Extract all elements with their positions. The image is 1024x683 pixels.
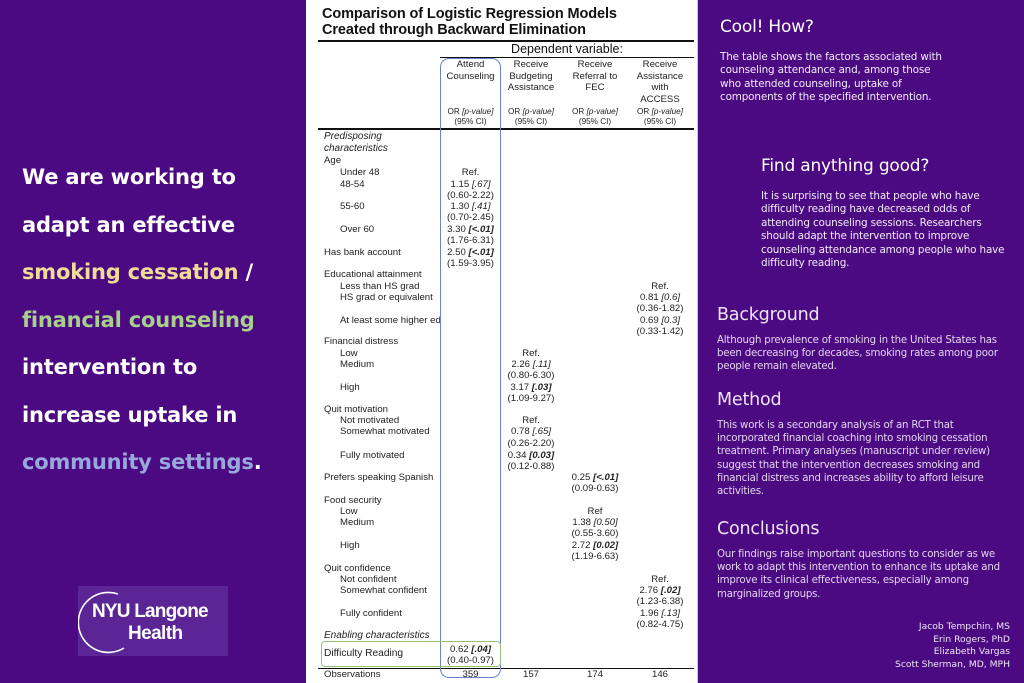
tagline-line: intervention to [22, 355, 198, 379]
tagline-line: increase uptake in [22, 402, 238, 427]
row-label: High [340, 540, 360, 551]
cell-access: (0.33-1.42) [636, 326, 684, 337]
cell-attend: (1.59-3.95) [447, 258, 494, 269]
row-label: Educational attainment [324, 269, 422, 280]
cell-access: 1.96 [.13] [639, 608, 680, 619]
cell-attend-obs: 359 [462, 669, 479, 680]
cell-access: 2.76 [.02] [639, 585, 681, 596]
col-header-access: Receive Assistance with ACCESS [636, 59, 684, 105]
tagline-line: We are working to [22, 165, 236, 189]
background-heading: Background [717, 305, 820, 325]
row-label: Under 48 [340, 167, 380, 178]
col-header-attend: Attend Counseling [446, 59, 495, 82]
cell-budget: 0.78 [.65] [510, 426, 551, 437]
cell-budget: 3.17 [.03] [510, 382, 552, 393]
row-label: 55-60 [340, 201, 365, 212]
cell-attend: (0.60-2.22) [447, 190, 494, 201]
row-label: 48-54 [340, 179, 365, 190]
cell-attend: (0.70-2.45) [447, 212, 494, 223]
cell-fec: (0.09-0.63) [571, 483, 619, 494]
cell-budget: Ref. [522, 415, 540, 426]
author: Jacob Tempchin, MS [918, 621, 1010, 632]
good-body: It is surprising to see that people who have difficulty reading have decreased odds of attending counseling sessions. Researchers should adapt the intervention to improve counseling attendance among people who have difficulty reading. [761, 190, 1005, 270]
how-heading: Cool! How? [720, 17, 814, 37]
row-label: High [340, 382, 360, 393]
cell-budget: 2.26 [.11] [511, 359, 551, 370]
tagline-line [22, 297, 302, 345]
cell-attend-reading: 0.62 [.04] [449, 644, 492, 655]
row-label: Fully confident [340, 608, 402, 619]
background-body: Although prevalence of smoking in the United States has been decreasing for decades, smoking rates among poor people remain elevated. [717, 335, 998, 373]
cell-budget-obs: 157 [522, 669, 539, 680]
regression-table-panel [306, 0, 698, 683]
section-predisposing: characteristics [324, 143, 388, 154]
cell-attend: 3.30 [<.01] [447, 224, 494, 235]
cell-budget: Ref. [522, 348, 540, 359]
header-rule [318, 128, 694, 130]
cell-fec: 1.38 [0.50] [572, 517, 618, 528]
section-predisposing: Predisposing [324, 131, 382, 142]
cell-access: (0.36-1.82) [636, 303, 684, 314]
col-header-budget: Receive Budgeting Assistance [507, 59, 555, 93]
col-header-fec: Receive Referral to FEC [572, 59, 618, 93]
table-title-line: Created through Backward Elimination [322, 22, 586, 38]
cell-attend: Ref. [461, 167, 480, 178]
cell-access: (1.23-6.38) [636, 596, 684, 607]
difficulty-reading-highlight-box [321, 641, 501, 667]
row-label: HS grad or equivalent [340, 292, 433, 303]
method-heading: Method [717, 390, 782, 410]
right-panel [698, 0, 1024, 683]
cell-budget: 0.34 [0.03] [507, 450, 555, 461]
row-label: Low [340, 348, 358, 359]
cell-budget: (1.09-9.27) [507, 393, 555, 404]
cell-access: 0.81 [0.6] [639, 292, 680, 303]
row-label: Food security [324, 495, 382, 506]
tagline [22, 154, 302, 487]
row-label: Age [324, 155, 342, 166]
left-panel [0, 0, 306, 683]
row-label-difficulty-reading: Difficulty Reading [324, 648, 404, 659]
row-label: Quit motivation [324, 404, 388, 415]
logo-line-1: NYU Langone [92, 601, 208, 622]
author-list [895, 621, 1010, 671]
author: Erin Rogers, PhD [933, 633, 1010, 645]
cell-fec: 2.72 [0.02] [571, 540, 619, 551]
conclusions-heading: Conclusions [717, 519, 820, 539]
row-label: Not motivated [340, 415, 400, 426]
highlight-smoking-cessation: smoking cessation [22, 260, 239, 284]
cell-access: Ref. [651, 574, 669, 585]
cell-fec-obs: 174 [586, 669, 603, 680]
author: Scott Sherman, MD, MPH [894, 658, 1010, 670]
cell-access: (0.82-4.75) [636, 619, 684, 630]
row-label: Prefers speaking Spanish [324, 472, 434, 483]
attend-counseling-highlight-box [440, 58, 501, 678]
col-sub-access: OR [p-value] (95% CI) [637, 107, 683, 126]
logo-line-2: Health [128, 623, 183, 644]
good-heading: Find anything good? [761, 156, 930, 176]
tagline-line: adapt an effective [22, 212, 235, 237]
row-label: Somewhat motivated [340, 426, 430, 437]
row-label: Less than HS grad [340, 281, 420, 292]
row-label: Quit confidence [324, 563, 391, 574]
row-label: Financial distress [324, 336, 399, 347]
row-label: Low [340, 506, 358, 517]
method-body: This work is a secondary analysis of an RCT that incorporated financial coaching into smoking cessation treatment. Primary analyses (manuscript under review) suggest that the intervention decreases smoking and financial distress and increases ability to afford leisure activities. [717, 420, 990, 498]
col-sub-fec: OR [p-value] (95% CI) [572, 107, 618, 126]
author: Elizabeth Vargas [933, 646, 1010, 657]
row-label: Not confident [340, 574, 397, 585]
cell-access: Ref. [651, 281, 669, 292]
tagline-period: . [253, 450, 262, 474]
row-label: At least some higher ed [340, 315, 441, 326]
row-label: Medium [340, 359, 375, 370]
row-label: Medium [340, 517, 375, 528]
table-title [322, 6, 692, 38]
row-label: Over 60 [340, 224, 375, 235]
cell-budget: (0.26-2.20) [507, 438, 555, 449]
cell-access-obs: 146 [651, 669, 668, 680]
highlight-community-settings: community settings [22, 450, 254, 474]
dependent-variable-label: Dependent variable: [511, 42, 623, 56]
highlight-financial-counseling: financial counseling [22, 307, 255, 332]
tagline-line [22, 439, 302, 487]
how-body: The table shows the factors associated with counseling attendance and, among those who attended counseling, uptake of components of the specified intervention. [720, 51, 942, 104]
cell-attend-reading: (0.40-0.97) [447, 655, 494, 666]
cell-attend: 1.30 [.41] [450, 201, 491, 212]
nyu-langone-health-logo [78, 586, 228, 656]
cell-attend: 1.15 [.67] [450, 179, 491, 190]
row-label: Has bank account [324, 247, 401, 258]
table-title-line: Comparison of Logistic Regression Models [322, 6, 617, 22]
cell-fec: Ref [587, 506, 603, 517]
col-sub-attend: OR [p-value] (95% CI) [447, 107, 494, 126]
tagline-line [22, 249, 302, 297]
cell-budget: (0.12-0.88) [507, 461, 555, 472]
row-label: Fully motivated [340, 450, 405, 461]
tagline-slash: / [238, 260, 253, 284]
cell-fec: (1.19-6.63) [571, 551, 619, 562]
cell-access: 0.69 [0.3] [639, 315, 680, 326]
cell-attend: 2.50 [<.01] [447, 247, 494, 258]
cell-fec: (0.55-3.60) [571, 528, 619, 539]
conclusions-body: Our findings raise important questions to consider as we work to adapt this intervention to enhance its uptake and improve its clinical effectiveness, especially among marginalized groups. [717, 549, 1000, 600]
cell-budget: (0.80-6.30) [507, 370, 555, 381]
row-label-observations: Observations [324, 669, 381, 680]
section-enabling: Enabling characteristics [324, 630, 430, 641]
cell-fec: 0.25 [<.01] [571, 472, 619, 483]
row-label: Somewhat confident [340, 585, 427, 596]
col-sub-budget: OR [p-value] (95% CI) [508, 107, 554, 126]
cell-attend: (1.76-6.31) [447, 235, 494, 246]
